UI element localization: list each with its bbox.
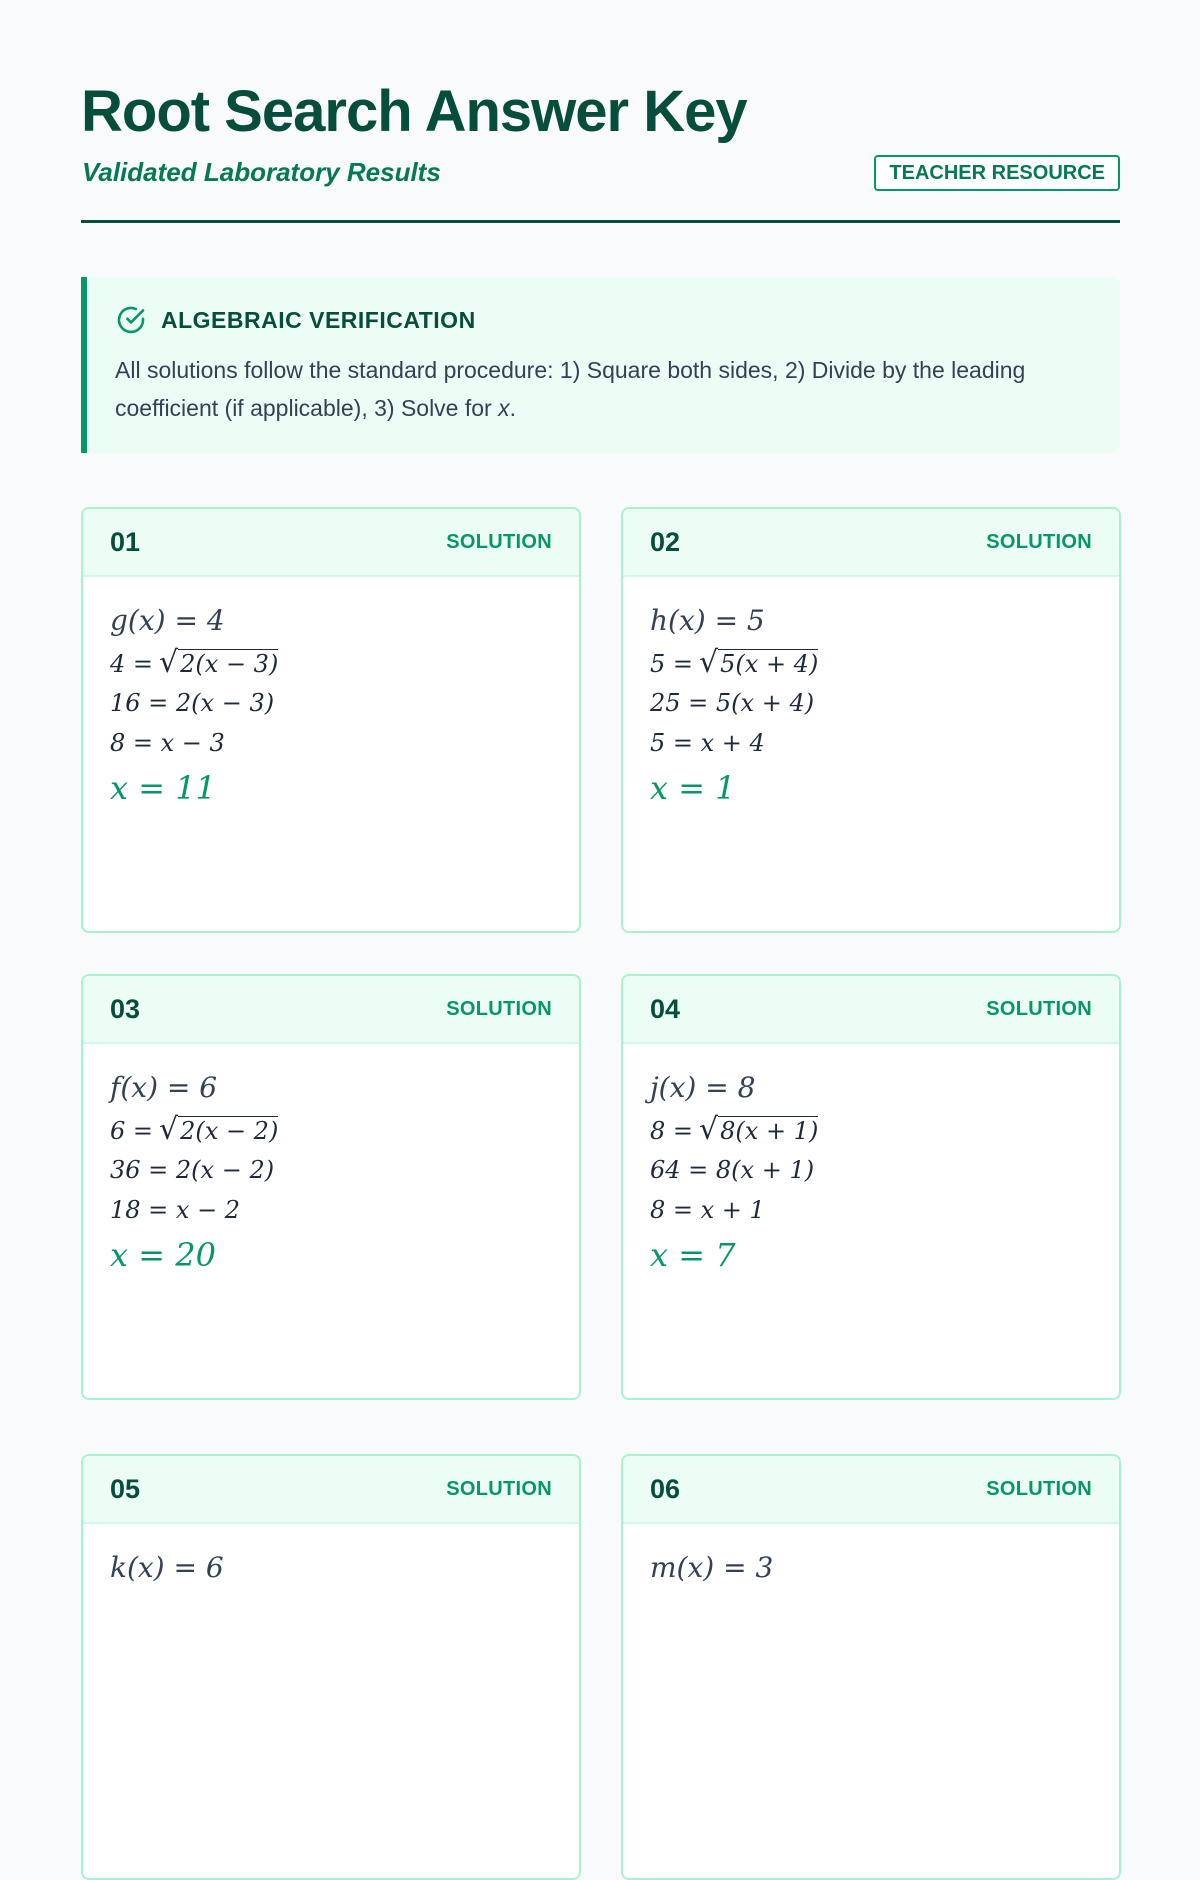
step-radical: 5 = √5(x + 4) — [650, 645, 819, 680]
card-number: 02 — [650, 526, 681, 557]
solution-card-04 — [621, 974, 1121, 1400]
check-circle-icon — [115, 304, 147, 336]
teacher-resource-badge: TEACHER RESOURCE — [874, 155, 1120, 191]
radicand: 5(x + 4) — [720, 650, 819, 678]
solution-card-01 — [81, 507, 581, 933]
radicand: 2(x − 2) — [180, 1117, 279, 1145]
card-number: 05 — [110, 1473, 141, 1504]
solution-tag: SOLUTION — [986, 530, 1092, 553]
given-equation: h(x) = 5 — [650, 604, 765, 637]
final-answer: x = 20 — [110, 1236, 216, 1274]
page-title: Root Search Answer Key — [81, 79, 747, 144]
given-equation: m(x) = 3 — [650, 1551, 774, 1584]
step-squared: 36 = 2(x − 2) — [110, 1156, 275, 1184]
page-subtitle: Validated Laboratory Results — [82, 157, 441, 187]
solution-card-05 — [81, 1454, 581, 1880]
card-number: 06 — [650, 1473, 681, 1504]
callout-body-variable: x — [498, 395, 510, 421]
final-answer: x = 1 — [650, 769, 736, 807]
step-squared: 64 = 8(x + 1) — [650, 1156, 815, 1184]
solution-card-02 — [621, 507, 1121, 933]
callout-title: ALGEBRAIC VERIFICATION — [161, 306, 476, 333]
step-divided: 8 = x − 3 — [110, 729, 225, 757]
solution-tag: SOLUTION — [446, 1477, 552, 1500]
card-number: 03 — [110, 993, 141, 1024]
step-radical-lhs: 8 = — [650, 1117, 694, 1145]
solution-tag: SOLUTION — [986, 997, 1092, 1020]
step-radical: 6 = √2(x − 2) — [110, 1112, 279, 1147]
callout-body-text: All solutions follow the standard procedure: 1) Square both sides, 2) Divide by the leading coefficient (if applicable), 3) Solve for — [115, 357, 1026, 421]
step-radical-lhs: 5 = — [650, 650, 694, 678]
final-answer: x = 7 — [650, 1236, 736, 1274]
solution-tag: SOLUTION — [446, 530, 552, 553]
step-squared: 16 = 2(x − 3) — [110, 689, 275, 717]
step-radical: 8 = √8(x + 1) — [650, 1112, 819, 1147]
header-divider — [81, 220, 1120, 223]
step-squared: 25 = 5(x + 4) — [650, 689, 815, 717]
step-radical: 4 = √2(x − 3) — [110, 645, 279, 680]
given-equation: g(x) = 4 — [110, 604, 225, 637]
radicand: 2(x − 3) — [180, 650, 279, 678]
step-divided: 8 = x + 1 — [650, 1196, 765, 1224]
card-number: 04 — [650, 993, 681, 1024]
solution-tag: SOLUTION — [986, 1477, 1092, 1500]
solution-tag: SOLUTION — [446, 997, 552, 1020]
callout-body — [115, 351, 1090, 427]
given-equation: j(x) = 8 — [650, 1071, 756, 1104]
given-equation: k(x) = 6 — [110, 1551, 224, 1584]
card-number: 01 — [110, 526, 141, 557]
final-answer: x = 11 — [110, 769, 216, 807]
solution-card-06 — [621, 1454, 1121, 1880]
callout-body-end: . — [509, 395, 516, 421]
step-radical-lhs: 4 = — [110, 650, 154, 678]
step-divided: 18 = x − 2 — [110, 1196, 241, 1224]
step-divided: 5 = x + 4 — [650, 729, 765, 757]
given-equation: f(x) = 6 — [110, 1071, 218, 1104]
solution-card-03 — [81, 974, 581, 1400]
step-radical-lhs: 6 = — [110, 1117, 154, 1145]
radicand: 8(x + 1) — [720, 1117, 819, 1145]
verification-callout — [81, 277, 1120, 453]
